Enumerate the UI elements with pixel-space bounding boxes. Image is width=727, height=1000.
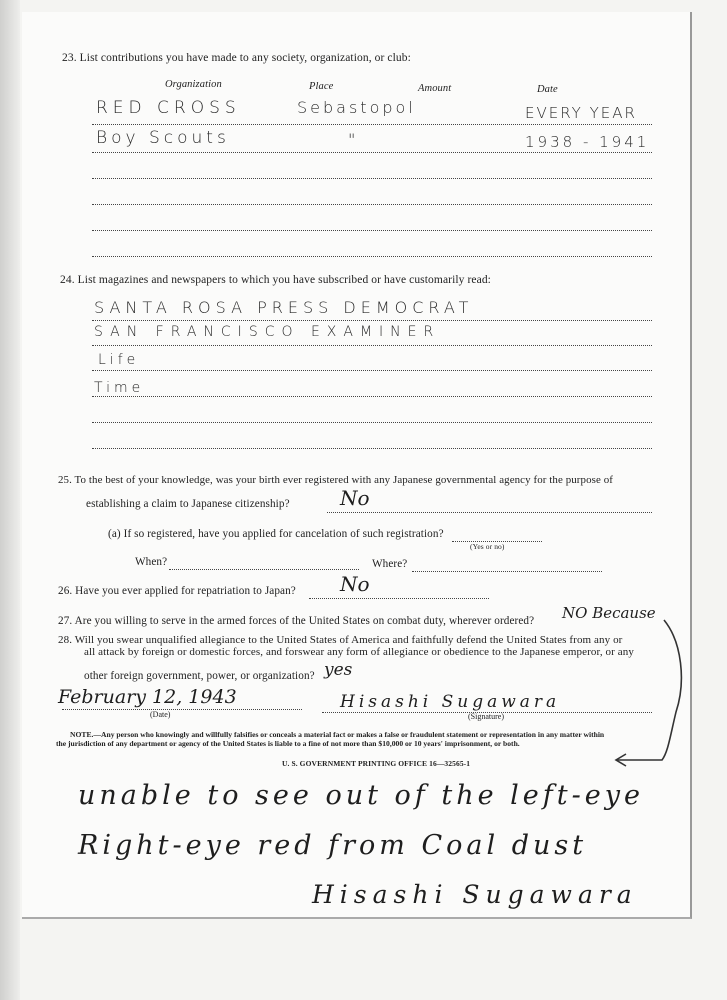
q23-answer-line bbox=[92, 256, 652, 257]
q24-answer-line bbox=[92, 448, 652, 449]
question-25-line2: establishing a claim to Japanese citizenship? bbox=[86, 498, 290, 510]
legal-note-line2: the jurisdiction of any department or agency of the United States is liable to a fine of not more than $10,000 or 10 years' imprisonment, or both. bbox=[56, 739, 520, 748]
header-organization: Organization bbox=[165, 79, 222, 90]
q24-answer-4: Time bbox=[94, 380, 145, 396]
q26-answer: No bbox=[340, 572, 370, 596]
question-28-line1: 28. Will you swear unqualified allegiance to the United States of America and faithfully defend the United States from any or bbox=[58, 634, 623, 646]
q24-answer-line bbox=[92, 320, 652, 321]
q23-row2-organization: Boy Scouts bbox=[96, 128, 230, 148]
q23-answer-line bbox=[92, 124, 652, 125]
when-answer-line bbox=[169, 569, 359, 570]
header-date: Date bbox=[537, 84, 558, 95]
q23-answer-line bbox=[92, 204, 652, 205]
date-label: (Date) bbox=[150, 710, 171, 719]
question-28-line2: all attack by foreign or domestic forces, and forswear any form of allegiance or obedience to the Japanese emperor, or any bbox=[84, 646, 634, 658]
question-27: 27. Are you willing to serve in the armed forces of the United States on combat duty, wherever ordered? bbox=[58, 615, 535, 627]
q25-answer: No bbox=[340, 486, 370, 510]
q26-answer-line bbox=[309, 598, 489, 599]
q24-answer-line bbox=[92, 396, 652, 397]
question-25a: (a) If so registered, have you applied for cancelation of such registration? bbox=[108, 528, 444, 540]
q23-answer-line bbox=[92, 152, 652, 153]
handwritten-note-line2: Right-eye red from Coal dust bbox=[78, 830, 588, 861]
q23-row1-organization: RED CROSS bbox=[96, 98, 241, 118]
printing-office: U. S. GOVERNMENT PRINTING OFFICE 16—32565-1 bbox=[282, 759, 471, 768]
question-23: 23. List contributions you have made to any society, organization, or club: bbox=[62, 52, 411, 64]
date-line bbox=[62, 709, 302, 710]
q24-answer-2: SAN FRANCISCO EXAMINER bbox=[94, 324, 441, 340]
arrow-icon bbox=[602, 612, 692, 772]
q24-answer-line bbox=[92, 370, 652, 371]
signature-value: Hisashi Sugawara bbox=[340, 692, 561, 712]
legal-note-line1: NOTE.—Any person who knowingly and willfully falsifies or conceals a material fact or makes a false or fraudulent statement or representation in any matter within bbox=[70, 730, 605, 739]
q24-answer-3: Life bbox=[98, 352, 140, 368]
q23-answer-line bbox=[92, 178, 652, 179]
q23-row2-place: " bbox=[348, 130, 356, 149]
q24-answer-1: SANTA ROSA PRESS DEMOCRAT bbox=[94, 298, 474, 317]
q24-answer-line bbox=[92, 345, 652, 346]
questionnaire-page bbox=[22, 12, 692, 919]
q24-answer-line bbox=[92, 422, 652, 423]
q23-row1-place: Sebastopol bbox=[297, 98, 416, 117]
where-answer-line bbox=[412, 571, 602, 572]
q28-answer: yes bbox=[324, 660, 353, 680]
question-26: 26. Have you ever applied for repatriation to Japan? bbox=[58, 585, 296, 597]
q23-answer-line bbox=[92, 230, 652, 231]
q27-answer: NO Because bbox=[562, 604, 656, 622]
date-value: February 12, 1943 bbox=[58, 686, 237, 708]
header-amount: Amount bbox=[418, 83, 452, 94]
handwritten-signature: Hisashi Sugawara bbox=[312, 880, 638, 909]
scan-edge-shadow bbox=[0, 0, 20, 1000]
header-place: Place bbox=[309, 81, 334, 92]
signature-label: (Signature) bbox=[468, 712, 504, 721]
handwritten-note-line1: unable to see out of the left-eye bbox=[78, 780, 644, 811]
q25-answer-line bbox=[327, 512, 652, 513]
yes-or-no-label: (Yes or no) bbox=[470, 542, 505, 551]
when-label: When? bbox=[135, 556, 168, 568]
question-25-line1: 25. To the best of your knowledge, was your birth ever registered with any Japanese governmental agency for the purpose of bbox=[58, 474, 613, 486]
question-28-line3: other foreign government, power, or organization? bbox=[84, 670, 315, 682]
question-24: 24. List magazines and newspapers to which you have subscribed or have customarily read: bbox=[60, 274, 491, 286]
q23-row1-date: EVERY YEAR bbox=[525, 104, 637, 122]
where-label: Where? bbox=[372, 558, 408, 570]
q23-row2-date: 1938 - 1941 bbox=[525, 133, 650, 151]
